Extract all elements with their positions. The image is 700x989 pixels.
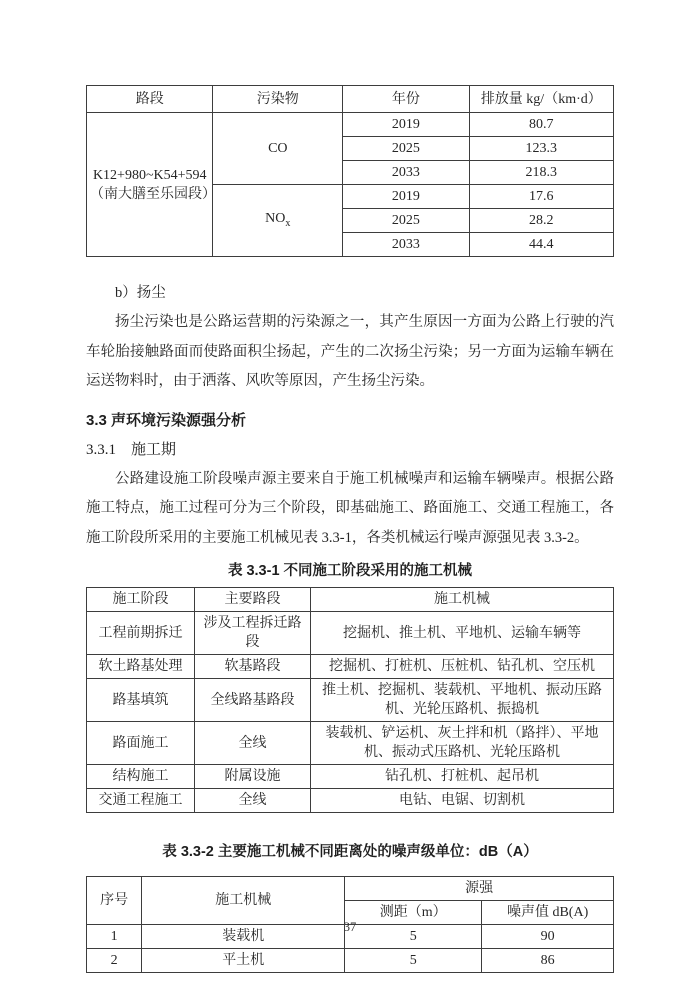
section-cell: 附属设施: [195, 765, 311, 789]
t332-header-noise: 噪声值 dB(A): [482, 901, 614, 925]
noise-cell: 86: [482, 949, 614, 973]
section-cell: 全线: [195, 722, 311, 765]
heading-3-3-1: 3.3.1 施工期: [86, 441, 177, 458]
machinery-cell: 挖掘机、打桩机、压桩机、钻孔机、空压机: [310, 655, 613, 679]
road-section-cell: K12+980~K54+594（南大膳至乐园段）: [87, 113, 213, 257]
table-331-caption: 表 3.3-1 不同施工阶段采用的施工机械: [227, 563, 473, 579]
stage-cell: 路基填筑: [87, 679, 195, 722]
t331-header-machinery: 施工机械: [310, 588, 613, 612]
t331-header-row: [87, 588, 614, 612]
stage-cell: 交通工程施工: [87, 789, 195, 813]
t332-header-index: 序号: [87, 877, 142, 925]
t332-header-distance: 测距（m）: [345, 901, 482, 925]
section-cell: 全线路基路段: [195, 679, 311, 722]
emission-header-road: 路段: [87, 86, 213, 113]
emission-header-amount: 排放量 kg/（km·d）: [469, 86, 613, 113]
year-cell: 2019: [343, 113, 469, 137]
construction-noise-paragraph: 公路建设施工阶段噪声源主要来自于施工机械噪声和运输车辆噪声。根据公路施工特点，施工过程可分为三个阶段，即基础施工、路面施工、交通工程施工，各施工阶段所采用的主要施工机械见表 3.3-1，各类机械运行噪声源强见表 3.3-2。: [86, 470, 614, 546]
machinery-cell: 电钻、电锯、切割机: [310, 789, 613, 813]
t331-header-stage: 施工阶段: [87, 588, 195, 612]
item-b-dust: b）扬尘: [115, 285, 166, 301]
year-cell: 2019: [343, 185, 469, 209]
year-cell: 2033: [343, 233, 469, 257]
heading-3-3: 3.3 声环境污染源强分析: [86, 411, 247, 429]
stage-cell: 结构施工: [87, 765, 195, 789]
table-row: [87, 679, 614, 722]
pollutant-nox-cell: [213, 185, 343, 257]
machinery-cell: 装载机、铲运机、灰土拌和机（路拌）、平地机、振动式压路机、光轮压路机: [310, 722, 613, 765]
table-row: [87, 612, 614, 655]
table-row: [87, 722, 614, 765]
amount-cell: 80.7: [469, 113, 613, 137]
year-cell: 2025: [343, 209, 469, 233]
pollutant-co-cell: CO: [213, 113, 343, 185]
section-cell: 全线: [195, 789, 311, 813]
stage-cell: 工程前期拆迁: [87, 612, 195, 655]
emission-header-year: 年份: [343, 86, 469, 113]
amount-cell: 218.3: [469, 161, 613, 185]
amount-cell: 123.3: [469, 137, 613, 161]
distance-cell: 5: [345, 949, 482, 973]
t332-header-source: 源强: [345, 877, 614, 901]
section-cell: 软基路段: [195, 655, 311, 679]
emission-header-pollutant: 污染物: [213, 86, 343, 113]
year-cell: 2025: [343, 137, 469, 161]
t332-header-row-1: [87, 877, 614, 901]
page-number: 37: [343, 920, 357, 934]
table-332-caption: 表 3.3-2 主要施工机械不同距离处的噪声级单位：dB（A）: [162, 844, 538, 860]
t331-header-section: 主要路段: [195, 588, 311, 612]
table-row: [87, 765, 614, 789]
machine-cell: 平土机: [142, 949, 345, 973]
table-row: [87, 949, 614, 973]
table-row: [87, 655, 614, 679]
section-cell: 涉及工程拆迁路段: [195, 612, 311, 655]
distance-cell: 5: [345, 925, 482, 949]
construction-machinery-table: [86, 587, 614, 813]
machinery-cell: 挖掘机、推土机、平地机、运输车辆等: [310, 612, 613, 655]
t332-header-machine: 施工机械: [142, 877, 345, 925]
stage-cell: 软土路基处理: [87, 655, 195, 679]
table-row: [87, 789, 614, 813]
index-cell: 1: [87, 925, 142, 949]
page-content: [86, 85, 614, 973]
machine-cell: 装载机: [142, 925, 345, 949]
amount-cell: 44.4: [469, 233, 613, 257]
stage-cell: 路面施工: [87, 722, 195, 765]
index-cell: 2: [87, 949, 142, 973]
noise-cell: 90: [482, 925, 614, 949]
nox-label: NO: [265, 210, 286, 226]
emission-header-row: [87, 86, 614, 113]
table-row: [87, 113, 614, 137]
amount-cell: 28.2: [469, 209, 613, 233]
machinery-cell: 推土机、挖掘机、装载机、平地机、振动压路机、光轮压路机、振捣机: [310, 679, 613, 722]
machinery-cell: 钻孔机、打桩机、起吊机: [310, 765, 613, 789]
year-cell: 2033: [343, 161, 469, 185]
amount-cell: 17.6: [469, 185, 613, 209]
emission-table: [86, 85, 614, 257]
nox-subscript: x: [285, 217, 291, 229]
dust-paragraph: 扬尘污染也是公路运营期的污染源之一，其产生原因一方面为公路上行驶的汽车轮胎接触路面而使路面积尘扬起，产生的二次扬尘污染；另一方面为运输车辆在运送物料时，由于洒落、风吹等原因，产生扬尘污染。: [86, 314, 614, 389]
